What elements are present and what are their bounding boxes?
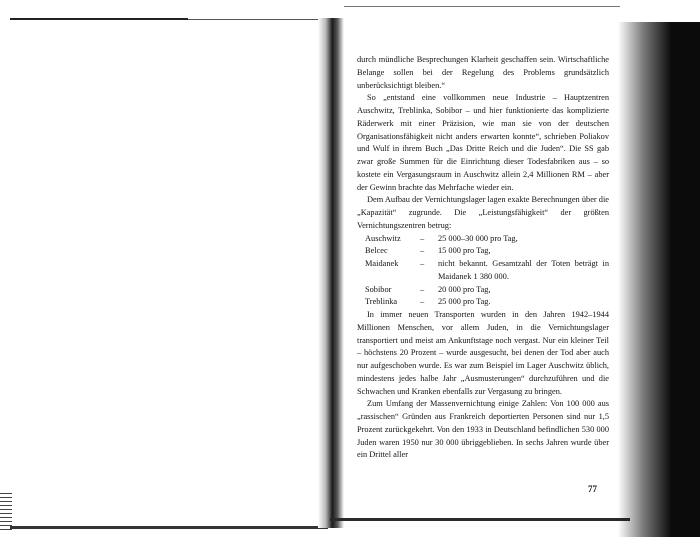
camp-name: Belcec <box>365 246 388 256</box>
right-page-top-edge <box>344 6 620 7</box>
left-page-blank <box>10 8 328 530</box>
left-page-top-edge-thin <box>188 19 323 20</box>
left-page-bottom-edge <box>10 526 328 529</box>
camp-name: Treblinka <box>365 297 398 307</box>
left-page-top-edge <box>10 18 188 20</box>
camp-value: nicht bekannt. Gesamtzahl der Toten beträgt in Maidanek 1 380 000. <box>438 259 609 281</box>
intro-paragraph: durch mündliche Besprechungen Klarheit geschaffen sein. Wirtschaftliche Belange sollen bei der Regelung des Problems grundsätzlich unberücksichtigt bleiben.“ <box>357 55 609 90</box>
camp-name: Maidanek <box>365 259 399 268</box>
right-edge-scan-shadow <box>618 22 700 537</box>
book-gutter-shadow <box>318 18 344 528</box>
camp-dash: – <box>420 284 425 294</box>
right-page-text <box>357 54 609 462</box>
camp-value: 20 000 pro Tag, <box>438 284 491 294</box>
camp-value: 25 000 pro Tag. <box>438 297 491 307</box>
camp-value: 15 000 pro Tag, <box>438 246 491 256</box>
paragraph-so: So „entstand eine vollkommen neue Industrie – Hauptzentren Auschwitz, Treblinka, Sobibor – und hier funktionierte das komplizierte Räderwerk mit einer Präzision, wie man sie von der deutschen Organisationsfähigkeit nicht anders erwarten konnte“, schrieben Poliakov und Wulf in ihrem Buch „Das Dritte Reich und die Juden“. Die SS gab zwar große Summen für die Einrichtung dieser Todesfabriken aus – so kostete ein Vergasungsraum in Auschwitz allein 2,4 Millionen RM – aber der Gewinn brachte das Mehrfache wieder ein. <box>357 93 609 192</box>
list-item <box>357 284 609 297</box>
camp-dash: – <box>420 259 425 268</box>
page-number: 77 <box>588 484 597 494</box>
paragraph-umfang: Zum Umfang der Massenvernichtung einige Zahlen: Von 100 000 aus „rassischen“ Gründen aus Frankreich deportierten Personen sind nur 1,5 Prozent zurückgekehrt. Von den 1933 in Deutschland befindlichen 530 000 Juden waren 1950 nur 30 000 übriggeblieben. In sechs Jahren wurde über ein Drittel aller <box>357 399 609 460</box>
camp-value: 25 000–30 000 pro Tag, <box>438 233 518 243</box>
list-item <box>357 258 609 284</box>
paragraph-aufbau: Dem Aufbau der Vernichtungslager lagen exakte Berechnungen über die „Kapazität“ zugrunde. Die „Leistungsfähigkeit“ der größten Vernichtungszentren betrug: <box>357 195 609 230</box>
camp-name: Auschwitz <box>365 233 401 243</box>
paragraph-transporte: In immer neuen Transporten wurden in den Jahren 1942–1944 Millionen Menschen, vor allem Juden, in die Vernichtungslager transportiert und meist am Ankunftstage noch vergast. Nur ein kleiner Teil – höchstens 20 Prozent – wurde ausgesucht, bei denen der Tod aber auch nur aufgeschoben wurde. Es war zum Beispiel im Lager Auschwitz üblich, mindestens jedes halbe Jahr „Ausmusterungen“ durchzuführen und die Schwachen und Kranken ebenfalls zur Vergasung zu bringen. <box>357 310 609 396</box>
list-item <box>357 245 609 258</box>
camp-capacity-list <box>357 233 609 310</box>
scan-artifact <box>0 490 12 530</box>
list-item <box>357 233 609 246</box>
right-page-bottom-edge <box>330 518 630 521</box>
camp-name: Sobibor <box>365 284 392 294</box>
camp-dash: – <box>420 233 425 243</box>
camp-dash: – <box>420 297 425 307</box>
camp-dash: – <box>420 246 425 256</box>
list-item <box>357 296 609 309</box>
